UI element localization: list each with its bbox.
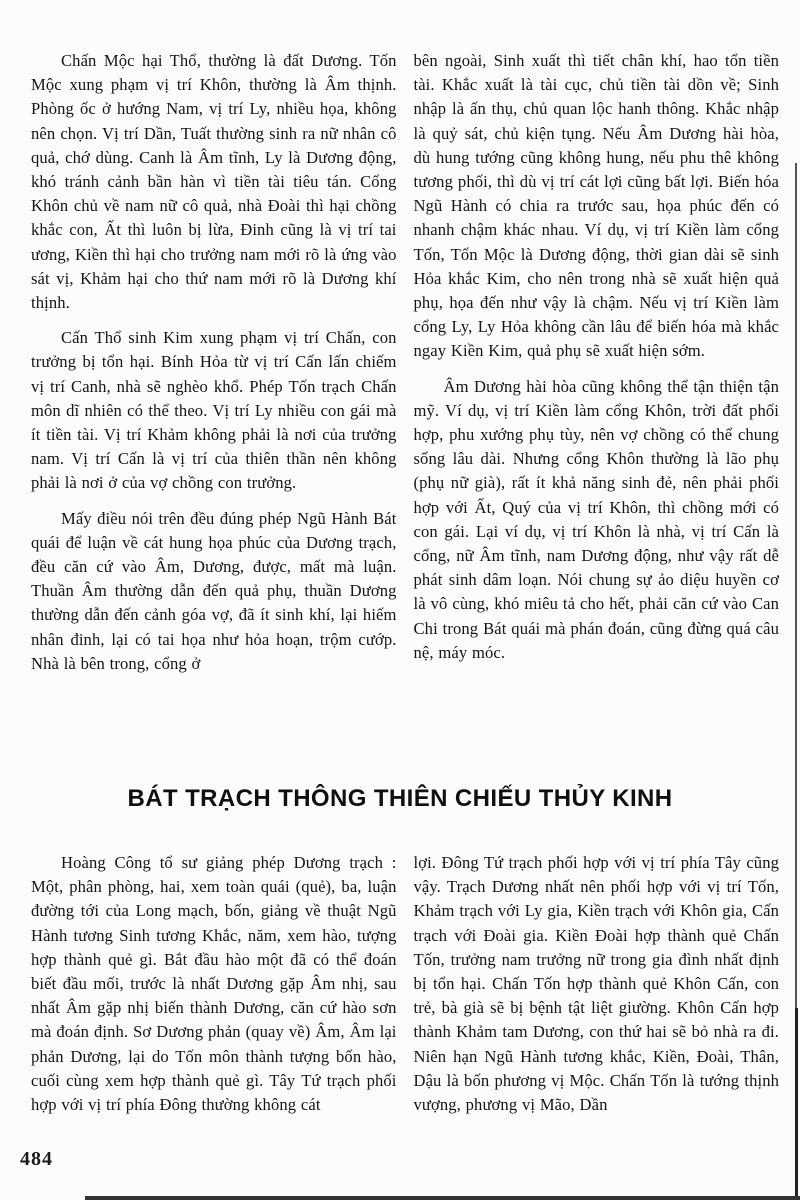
page-number: 484: [20, 1148, 53, 1170]
top-left-column: [31, 49, 397, 676]
scan-edge-line-right-dark: [795, 1008, 798, 1200]
top-text-section: [31, 49, 779, 676]
paragraph: Âm Dương hài hòa cũng không thể tận thiện tận mỹ. Ví dụ, vị trí Kiền làm cổng Khôn, trời đất phối hợp, phu xướng phụ tùy, nên vợ chồng có thể chung sống lâu dài. Nhưng cổng Khôn thường là lão phụ (phụ nữ già), rất ít khả năng sinh đẻ, nên phải phối hợp với Ất, Quý của vị trí Khôn, thì chồng mới có con gái. Lại ví dụ, vị trí Khôn là nhà, vị trí Cấn là cổng, nữ Âm tĩnh, nam Dương động, như vậy rất dễ phát sinh dâm loạn. Nói chung sự ảo diệu huyền cơ là vô cùng, khó miêu tả cho hết, phải căn cứ vào Can Chi trong Bát quái mà phán đoán, cũng đừng quá câu nệ, máy móc.: [413, 376, 779, 662]
top-right-column: [414, 49, 780, 676]
paragraph: lợi. Đông Tứ trạch phối hợp với vị trí phía Tây cũng vậy. Trạch Dương nhất nên phối hợp với vị trí Tốn, Khảm trạch với Ly gia, Kiền trạch với Khôn gia, Cấn trạch với Đoài gia. Kiền Đoài hợp thành quẻ Chấn Tốn, trưởng nam trưởng nữ trong gia đình nhất định bị tổn hại. Chấn Tốn hợp thành quẻ Khôn Cấn, con trẻ, bà già sẽ bị bệnh tật liệt giường. Khôn Cấn hợp thành Khảm tam Dương, con thứ hai sẽ bỏ nhà ra đi. Niên hạn Ngũ Hành tương khắc, Kiền, Đoài, Thân, Dậu là bốn phương vị Mộc. Chấn Tốn là tướng thịnh vượng, phương vị Mão, Dần: [413, 853, 779, 1115]
bottom-left-column: [31, 851, 397, 1117]
paragraph: bên ngoài, Sinh xuất thì tiết chân khí, hao tổn tiền tài. Khắc xuất là tài cục, chủ tiền tài dồn về; Sinh nhập là ấn thụ, chủ quan lộc hanh thông. Khắc nhập là quỷ sát, chủ kiện tụng. Nếu Âm Dương hài hòa, dù hung tướng cũng không hung, nếu phu thê không tương phối, thì dù vị trí cát lợi cũng bất lợi. Biến hóa Ngũ Hành có chia ra trước sau, họa phúc đến có nhanh chậm khác nhau. Ví dụ, vị trí Kiền làm cổng Tốn, Tốn Mộc là Dương động, thời gian dài sẽ sinh Hỏa khắc Kim, cho nên trong nhà sẽ xuất hiện quả phụ, họa đến như vậy là chậm. Nếu vị trí Kiền làm cổng Ly, Ly Hỏa không cần lâu để biến hóa mà khắc ngay Kiền Kim, quả phụ sẽ xuất hiện sớm.: [413, 51, 779, 361]
paragraph: Cấn Thổ sinh Kim xung phạm vị trí Chấn, con trưởng bị tổn hại. Bính Hỏa từ vị trí Cấn lấn chiếm vị trí Canh, nhà sẽ nghèo khổ. Phép Tốn trạch Chấn môn dĩ nhiên có thể theo. Vị trí Ly nhiều con gái mà ít tiền tài. Vị trí Khảm không phải là nơi của trưởng nam. Vị trí Cấn là vị trí của thiên thần nên không phải là nơi ở của vợ chồng con trưởng.: [31, 328, 397, 493]
bottom-text-section: [31, 851, 779, 1117]
paragraph: Hoàng Công tổ sư giảng phép Dương trạch : Một, phân phòng, hai, xem toàn quái (quẻ), ba, luận đường tới của Long mạch, bốn, giảng về thuật Ngũ Hành tương Sinh tương Khắc, năm, xem hào, tượng hợp thành quẻ gì. Bắt đầu hào một đã có thể đoán biết đầu mối, trước là nhất Dương gặp Âm nhị, sau nhất Âm gặp nhị biến thành Dương, căn cứ hào sơn mà đoán định. Sơ Dương phản (quay về) Âm, Âm lại phản Dương, lại do Tốn môn thành tượng bốn hào, cuối cùng xem hợp thành quẻ gì. Tây Tứ trạch phối hợp với vị trí phía Đông thường không cát: [31, 853, 397, 1115]
paragraph: Chấn Mộc hại Thổ, thường là đất Dương. Tốn Mộc xung phạm vị trí Khôn, thường là Âm thịnh. Phòng ốc ở hướng Nam, vị trí Ly, nhiều họa, không nên chọn. Vị trí Dần, Tuất thường sinh ra nữ nhân cô quả, chớ dùng. Canh là Âm tĩnh, Ly là Dương động, khó tránh cảnh bần hàn vì tiền tài tiêu tán. Cổng Khôn chủ về nam nữ cô quả, nhà Đoài thì hại chồng khắc con, Ất thì luôn bị lừa, Đinh cũng là vị trí tai ương, Kiền thì hại cho trưởng nam mới rõ là ứng vào sát vị, Khảm hại cho thứ nam mới rõ là Dương khí thịnh.: [31, 51, 397, 313]
scan-edge-line-bottom: [85, 1196, 800, 1200]
section-heading: BÁT TRẠCH THÔNG THIÊN CHIẾU THỦY KINH: [127, 785, 673, 812]
bottom-right-column: [414, 851, 780, 1117]
paragraph: Mấy điều nói trên đều đúng phép Ngũ Hành Bát quái để luận về cát hung họa phúc của Dương trạch, đều căn cứ vào Âm, Dương, được, mất mà luận. Thuần Âm thường dẫn đến quả phụ, thuần Dương thường dẫn đến cảnh góa vợ, đã ít sinh khí, lại hiếm nhân đinh, lại có tai họa như hỏa hoạn, trộm cướp. Nhà là bên trong, cổng ở: [31, 508, 397, 673]
